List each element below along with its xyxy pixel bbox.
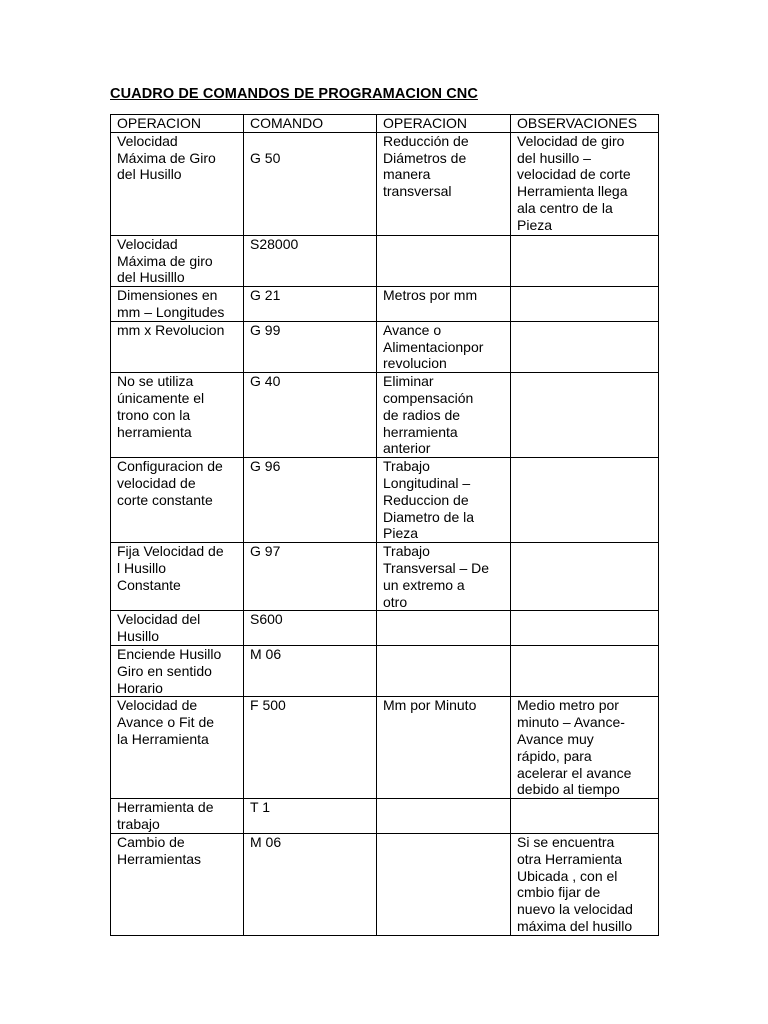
table-cell: M 06: [244, 833, 377, 935]
table-row: [111, 235, 659, 286]
table-cell: G 97: [244, 543, 377, 611]
table-row: [111, 543, 659, 611]
table-row: [111, 697, 659, 799]
document-title: CUADRO DE COMANDOS DE PROGRAMACION CNC: [110, 86, 478, 102]
table-body: [111, 115, 659, 936]
table-cell: [511, 799, 659, 834]
table-row: [111, 645, 659, 696]
header-cell-observaciones: OBSERVACIONES: [511, 115, 659, 133]
table-cell: [377, 235, 511, 286]
table-row: [111, 132, 659, 235]
table-row: [111, 458, 659, 543]
table-cell: Eliminar compensación de radios de herramienta anterior: [377, 373, 511, 458]
table-cell: G 99: [244, 321, 377, 372]
header-cell-operacion: OPERACION: [111, 115, 244, 133]
table-row: [111, 799, 659, 834]
table-cell: [511, 321, 659, 372]
table-cell: Trabajo Transversal – De un extremo a otro: [377, 543, 511, 611]
table-cell: Avance o Alimentacionpor revolucion: [377, 321, 511, 372]
table-row: [111, 321, 659, 372]
table-cell: Mm por Minuto: [377, 697, 511, 799]
cnc-commands-table: [110, 114, 659, 936]
table-cell: mm x Revolucion: [111, 321, 244, 372]
table-header-row: [111, 115, 659, 133]
table-cell: G 40: [244, 373, 377, 458]
table-cell: G 50: [244, 132, 377, 235]
table-cell: No se utiliza únicamente el trono con la herramienta: [111, 373, 244, 458]
table-cell: [511, 235, 659, 286]
table-cell: Velocidad Máxima de giro del Husilllo: [111, 235, 244, 286]
table-cell: Velocidad de giro del husillo – velocidad de corte Herramienta llega ala centro de la Pieza: [511, 132, 659, 235]
table-cell: F 500: [244, 697, 377, 799]
table-cell: [511, 645, 659, 696]
table-cell: [377, 611, 511, 646]
table-row: [111, 611, 659, 646]
table-cell: Medio metro por minuto – Avance- Avance muy rápido, para acelerar el avance debido al tiempo: [511, 697, 659, 799]
table-cell: Fija Velocidad de l Husillo Constante: [111, 543, 244, 611]
table-cell: Cambio de Herramientas: [111, 833, 244, 935]
table-cell: Metros por mm: [377, 287, 511, 322]
table-cell: Trabajo Longitudinal – Reduccion de Diametro de la Pieza: [377, 458, 511, 543]
table-cell: Reducción de Diámetros de manera transversal: [377, 132, 511, 235]
table-cell: [511, 458, 659, 543]
table-row: [111, 287, 659, 322]
header-cell-comando: COMANDO: [244, 115, 377, 133]
table-cell: [377, 799, 511, 834]
table-cell: G 96: [244, 458, 377, 543]
table-cell: Dimensiones en mm – Longitudes: [111, 287, 244, 322]
table-cell: G 21: [244, 287, 377, 322]
table-cell: [377, 645, 511, 696]
table-cell: Velocidad del Husillo: [111, 611, 244, 646]
table-row: [111, 833, 659, 935]
table-cell: [377, 833, 511, 935]
table-cell: [511, 287, 659, 322]
table-cell: M 06: [244, 645, 377, 696]
table-cell: T 1: [244, 799, 377, 834]
table-cell: S600: [244, 611, 377, 646]
table-cell: Si se encuentra otra Herramienta Ubicada , con el cmbio fijar de nuevo la velocidad máxima del husillo: [511, 833, 659, 935]
table-cell: [511, 373, 659, 458]
table-cell: S28000: [244, 235, 377, 286]
table-cell: Velocidad Máxima de Giro del Husillo: [111, 132, 244, 235]
table-cell: Configuracion de velocidad de corte constante: [111, 458, 244, 543]
table-cell: Herramienta de trabajo: [111, 799, 244, 834]
table-cell: [511, 611, 659, 646]
table-cell: Velocidad de Avance o Fit de la Herramienta: [111, 697, 244, 799]
table-cell: Enciende Husillo Giro en sentido Horario: [111, 645, 244, 696]
header-cell-operacion-2: OPERACION: [377, 115, 511, 133]
table-cell: [511, 543, 659, 611]
table-row: [111, 373, 659, 458]
